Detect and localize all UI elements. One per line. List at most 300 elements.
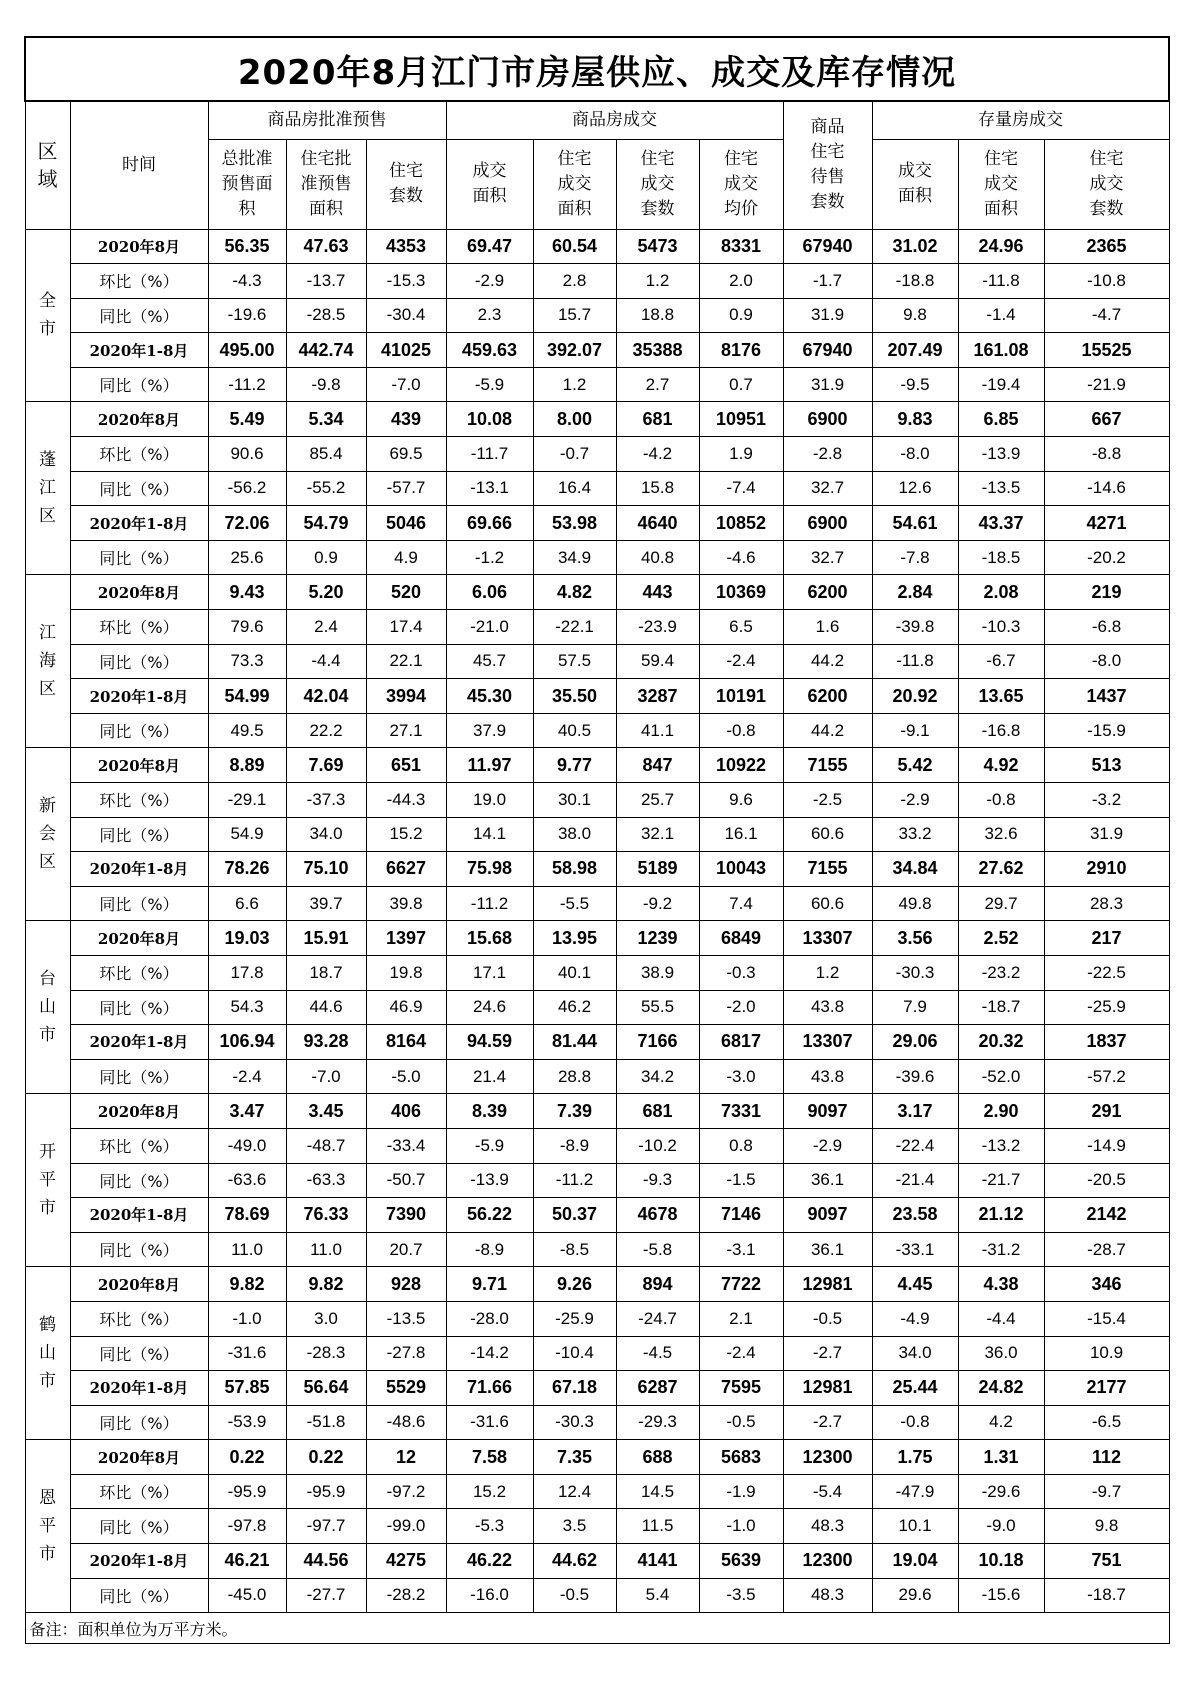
data-cell: 34.0: [286, 817, 366, 852]
data-cell: -1.9: [699, 1474, 783, 1509]
data-cell: 8.00: [533, 402, 616, 437]
data-cell: -11.8: [872, 644, 958, 679]
data-cell: 459.63: [446, 333, 533, 368]
header-sub-5: 住宅 成交 套数: [616, 139, 699, 229]
data-cell: 15.7: [533, 298, 616, 333]
data-cell: 46.21: [208, 1544, 286, 1579]
data-cell: -5.9: [446, 1128, 533, 1163]
row-label: 2020年8月: [70, 921, 208, 956]
data-cell: 12300: [783, 1544, 872, 1579]
data-cell: 35388: [616, 333, 699, 368]
data-cell: 25.44: [872, 1371, 958, 1406]
data-cell: -52.0: [958, 1059, 1044, 1094]
data-cell: -4.4: [286, 644, 366, 679]
housing-statistics-table: [24, 36, 1170, 1644]
data-cell: 31.9: [1044, 817, 1169, 852]
header-sub-3: 成交 面积: [446, 139, 533, 229]
data-cell: 1.75: [872, 1440, 958, 1475]
data-cell: 16.4: [533, 471, 616, 506]
data-cell: 76.33: [286, 1198, 366, 1233]
data-cell: -2.9: [446, 264, 533, 299]
data-cell: -97.2: [366, 1474, 446, 1509]
data-cell: 2177: [1044, 1371, 1169, 1406]
data-cell: 15.91: [286, 921, 366, 956]
table-row: [25, 575, 1169, 610]
table-row: [25, 1301, 1169, 1336]
data-cell: -7.0: [366, 367, 446, 402]
data-cell: 21.4: [446, 1059, 533, 1094]
table-row: [25, 1163, 1169, 1198]
data-cell: -31.2: [958, 1232, 1044, 1267]
data-cell: -3.5: [699, 1578, 783, 1613]
row-label: 环比（%）: [70, 1474, 208, 1509]
table-row: [25, 955, 1169, 990]
data-cell: 10.1: [872, 1509, 958, 1544]
data-cell: -21.7: [958, 1163, 1044, 1198]
data-cell: 0.7: [699, 367, 783, 402]
table-row: [25, 1059, 1169, 1094]
data-cell: 8164: [366, 1025, 446, 1060]
data-cell: -18.7: [958, 990, 1044, 1025]
data-cell: 112: [1044, 1440, 1169, 1475]
data-cell: 58.98: [533, 852, 616, 887]
data-cell: -8.9: [533, 1128, 616, 1163]
row-label: 同比（%）: [70, 367, 208, 402]
data-cell: 1397: [366, 921, 446, 956]
data-cell: -2.9: [783, 1128, 872, 1163]
table-row: [25, 886, 1169, 921]
data-cell: 4678: [616, 1198, 699, 1233]
data-cell: 5.42: [872, 748, 958, 783]
data-cell: 5046: [366, 506, 446, 541]
table-row: [25, 1232, 1169, 1267]
data-cell: 3.5: [533, 1509, 616, 1544]
data-cell: 59.4: [616, 644, 699, 679]
row-label: 2020年8月: [70, 748, 208, 783]
data-cell: -9.8: [286, 367, 366, 402]
data-cell: 6627: [366, 852, 446, 887]
row-label: 2020年1-8月: [70, 1544, 208, 1579]
data-cell: -24.7: [616, 1301, 699, 1336]
data-cell: -30.3: [533, 1405, 616, 1440]
data-cell: 4141: [616, 1544, 699, 1579]
data-cell: -0.5: [783, 1301, 872, 1336]
data-cell: -4.7: [1044, 298, 1169, 333]
data-cell: 36.0: [958, 1336, 1044, 1371]
data-cell: -28.5: [286, 298, 366, 333]
row-label: 2020年8月: [70, 229, 208, 264]
data-cell: -11.2: [446, 886, 533, 921]
data-cell: 93.28: [286, 1025, 366, 1060]
data-cell: 8176: [699, 333, 783, 368]
table-row: [25, 610, 1169, 645]
data-cell: 7595: [699, 1371, 783, 1406]
data-cell: 39.7: [286, 886, 366, 921]
data-cell: 2.52: [958, 921, 1044, 956]
data-cell: 5683: [699, 1440, 783, 1475]
table-row: [25, 506, 1169, 541]
table-row: [25, 1336, 1169, 1371]
data-cell: 4.92: [958, 748, 1044, 783]
data-cell: 53.98: [533, 506, 616, 541]
data-cell: 72.06: [208, 506, 286, 541]
data-cell: 7.9: [872, 990, 958, 1025]
data-cell: -95.9: [286, 1474, 366, 1509]
data-cell: 2.1: [699, 1301, 783, 1336]
data-cell: 4.45: [872, 1267, 958, 1302]
data-cell: 47.63: [286, 229, 366, 264]
data-cell: 392.07: [533, 333, 616, 368]
data-cell: 25.7: [616, 783, 699, 818]
data-cell: 16.1: [699, 817, 783, 852]
data-cell: 9.83: [872, 402, 958, 437]
data-cell: -4.5: [616, 1336, 699, 1371]
table-row: [25, 402, 1169, 437]
row-label: 2020年8月: [70, 575, 208, 610]
data-cell: 54.61: [872, 506, 958, 541]
data-cell: 9.26: [533, 1267, 616, 1302]
row-label: 同比（%）: [70, 886, 208, 921]
data-cell: 34.84: [872, 852, 958, 887]
data-cell: 36.1: [783, 1163, 872, 1198]
data-cell: 56.35: [208, 229, 286, 264]
row-label: 环比（%）: [70, 264, 208, 299]
table-row: [25, 1405, 1169, 1440]
table-row: [25, 229, 1169, 264]
data-cell: 894: [616, 1267, 699, 1302]
data-cell: 443: [616, 575, 699, 610]
data-cell: 6900: [783, 506, 872, 541]
row-label: 2020年8月: [70, 1267, 208, 1302]
data-cell: 69.47: [446, 229, 533, 264]
data-cell: -28.7: [1044, 1232, 1169, 1267]
data-cell: -15.6: [958, 1578, 1044, 1613]
data-cell: 5.49: [208, 402, 286, 437]
data-cell: -13.9: [446, 1163, 533, 1198]
data-cell: 0.8: [699, 1128, 783, 1163]
region-name: 蓬 江 区: [25, 402, 70, 575]
data-cell: 48.3: [783, 1509, 872, 1544]
row-label: 2020年1-8月: [70, 506, 208, 541]
data-cell: 10922: [699, 748, 783, 783]
data-cell: 106.94: [208, 1025, 286, 1060]
table-row: [25, 1094, 1169, 1129]
header-sub-1: 住宅批 准预售 面积: [286, 139, 366, 229]
data-cell: -1.2: [446, 540, 533, 575]
data-cell: 13.95: [533, 921, 616, 956]
data-cell: 495.00: [208, 333, 286, 368]
data-cell: -51.8: [286, 1405, 366, 1440]
data-cell: -10.2: [616, 1128, 699, 1163]
table-row: [25, 471, 1169, 506]
data-cell: 34.2: [616, 1059, 699, 1094]
data-cell: 43.8: [783, 1059, 872, 1094]
data-cell: -9.0: [958, 1509, 1044, 1544]
table-row: [25, 679, 1169, 714]
data-cell: 6200: [783, 575, 872, 610]
data-cell: 9097: [783, 1094, 872, 1129]
data-cell: 40.5: [533, 713, 616, 748]
data-cell: 7331: [699, 1094, 783, 1129]
data-cell: -97.8: [208, 1509, 286, 1544]
table-row: [25, 1371, 1169, 1406]
data-cell: 40.8: [616, 540, 699, 575]
data-cell: -8.9: [446, 1232, 533, 1267]
data-cell: 346: [1044, 1267, 1169, 1302]
header-sub-4: 住宅 成交 面积: [533, 139, 616, 229]
data-cell: 4.2: [958, 1405, 1044, 1440]
region-name: 台 山 市: [25, 921, 70, 1094]
data-cell: -33.4: [366, 1128, 446, 1163]
row-label: 环比（%）: [70, 1301, 208, 1336]
data-cell: 5.4: [616, 1578, 699, 1613]
table-row: [25, 748, 1169, 783]
data-cell: -23.9: [616, 610, 699, 645]
data-cell: 38.9: [616, 955, 699, 990]
data-cell: 6.06: [446, 575, 533, 610]
data-cell: 38.0: [533, 817, 616, 852]
data-cell: -55.2: [286, 471, 366, 506]
data-cell: 35.50: [533, 679, 616, 714]
data-cell: -20.5: [1044, 1163, 1169, 1198]
data-cell: 3.56: [872, 921, 958, 956]
data-cell: 43.37: [958, 506, 1044, 541]
data-cell: -4.4: [958, 1301, 1044, 1336]
table-row: [25, 1198, 1169, 1233]
data-cell: 73.3: [208, 644, 286, 679]
region-name: 全 市: [25, 229, 70, 402]
data-cell: -10.3: [958, 610, 1044, 645]
data-cell: 46.22: [446, 1544, 533, 1579]
data-cell: 7.4: [699, 886, 783, 921]
data-cell: 43.8: [783, 990, 872, 1025]
data-cell: 17.1: [446, 955, 533, 990]
data-cell: -5.5: [533, 886, 616, 921]
data-cell: -97.7: [286, 1509, 366, 1544]
data-cell: -28.0: [446, 1301, 533, 1336]
data-cell: -45.0: [208, 1578, 286, 1613]
row-label: 2020年1-8月: [70, 852, 208, 887]
data-cell: 5.34: [286, 402, 366, 437]
data-cell: -0.8: [958, 783, 1044, 818]
region-name: 鹤 山 市: [25, 1267, 70, 1440]
data-cell: -4.2: [616, 437, 699, 472]
data-cell: -2.4: [208, 1059, 286, 1094]
data-cell: 4640: [616, 506, 699, 541]
row-label: 同比（%）: [70, 1163, 208, 1198]
data-cell: -13.5: [958, 471, 1044, 506]
data-cell: -22.1: [533, 610, 616, 645]
table-row: [25, 644, 1169, 679]
header-group-stock: 存量房成交: [872, 101, 1169, 139]
region-name: 江 海 区: [25, 575, 70, 748]
data-cell: 4271: [1044, 506, 1169, 541]
data-cell: 7146: [699, 1198, 783, 1233]
data-cell: 4275: [366, 1544, 446, 1579]
data-cell: 46.2: [533, 990, 616, 1025]
data-cell: 19.0: [446, 783, 533, 818]
data-cell: 78.26: [208, 852, 286, 887]
data-cell: 667: [1044, 402, 1169, 437]
data-cell: -7.8: [872, 540, 958, 575]
row-label: 同比（%）: [70, 1336, 208, 1371]
data-cell: 11.0: [208, 1232, 286, 1267]
data-cell: 12981: [783, 1371, 872, 1406]
data-cell: -95.9: [208, 1474, 286, 1509]
data-cell: 847: [616, 748, 699, 783]
data-cell: -44.3: [366, 783, 446, 818]
data-cell: -16.8: [958, 713, 1044, 748]
data-cell: 44.6: [286, 990, 366, 1025]
data-cell: -8.0: [1044, 644, 1169, 679]
data-cell: -29.3: [616, 1405, 699, 1440]
data-cell: 2.7: [616, 367, 699, 402]
data-cell: 1.2: [533, 367, 616, 402]
data-cell: 27.62: [958, 852, 1044, 887]
data-cell: -25.9: [1044, 990, 1169, 1025]
data-cell: 2.4: [286, 610, 366, 645]
data-cell: 57.5: [533, 644, 616, 679]
data-cell: -9.1: [872, 713, 958, 748]
row-label: 2020年8月: [70, 1440, 208, 1475]
data-cell: -5.9: [446, 367, 533, 402]
data-cell: 7722: [699, 1267, 783, 1302]
data-cell: 10951: [699, 402, 783, 437]
data-cell: -11.2: [533, 1163, 616, 1198]
data-cell: 32.7: [783, 540, 872, 575]
data-cell: -8.5: [533, 1232, 616, 1267]
data-cell: -3.2: [1044, 783, 1169, 818]
data-cell: -11.8: [958, 264, 1044, 299]
data-cell: 0.22: [286, 1440, 366, 1475]
header-sub-2: 住宅 套数: [366, 139, 446, 229]
data-cell: 67940: [783, 229, 872, 264]
table-row: [25, 1025, 1169, 1060]
data-cell: -48.6: [366, 1405, 446, 1440]
data-cell: 442.74: [286, 333, 366, 368]
data-cell: -29.1: [208, 783, 286, 818]
data-cell: 1.9: [699, 437, 783, 472]
data-cell: 49.5: [208, 713, 286, 748]
data-cell: -53.9: [208, 1405, 286, 1440]
data-cell: -30.3: [872, 955, 958, 990]
table-row: [25, 1267, 1169, 1302]
data-cell: 44.2: [783, 713, 872, 748]
row-label: 同比（%）: [70, 471, 208, 506]
data-cell: 20.7: [366, 1232, 446, 1267]
data-cell: 29.7: [958, 886, 1044, 921]
data-cell: -14.6: [1044, 471, 1169, 506]
data-cell: 2.8: [533, 264, 616, 299]
data-cell: -18.5: [958, 540, 1044, 575]
data-cell: 10.9: [1044, 1336, 1169, 1371]
data-cell: -50.7: [366, 1163, 446, 1198]
data-cell: 41.1: [616, 713, 699, 748]
data-cell: 7.58: [446, 1440, 533, 1475]
data-cell: -2.7: [783, 1336, 872, 1371]
page-title: 2020年8月江门市房屋供应、成交及库存情况: [25, 37, 1169, 101]
data-cell: 34.9: [533, 540, 616, 575]
data-cell: 12: [366, 1440, 446, 1475]
data-cell: 513: [1044, 748, 1169, 783]
data-cell: 69.66: [446, 506, 533, 541]
data-cell: 19.03: [208, 921, 286, 956]
header-region: 区 域: [25, 101, 70, 229]
header-inventory: 商品 住宅 待售 套数: [783, 101, 872, 229]
data-cell: 45.30: [446, 679, 533, 714]
data-cell: -4.3: [208, 264, 286, 299]
data-cell: 60.6: [783, 817, 872, 852]
data-cell: 406: [366, 1094, 446, 1129]
table-row: [25, 852, 1169, 887]
data-cell: 688: [616, 1440, 699, 1475]
data-cell: 90.6: [208, 437, 286, 472]
data-cell: -5.0: [366, 1059, 446, 1094]
data-cell: -30.4: [366, 298, 446, 333]
row-label: 同比（%）: [70, 1232, 208, 1267]
data-cell: 49.8: [872, 886, 958, 921]
data-cell: 219: [1044, 575, 1169, 610]
data-cell: 9.43: [208, 575, 286, 610]
data-cell: -23.2: [958, 955, 1044, 990]
data-cell: 3.47: [208, 1094, 286, 1129]
header-time: 时间: [70, 101, 208, 229]
data-cell: -39.6: [872, 1059, 958, 1094]
data-cell: -14.9: [1044, 1128, 1169, 1163]
data-cell: -10.8: [1044, 264, 1169, 299]
data-cell: 20.92: [872, 679, 958, 714]
data-cell: 7155: [783, 748, 872, 783]
data-cell: 32.6: [958, 817, 1044, 852]
data-cell: 13307: [783, 1025, 872, 1060]
data-cell: 44.2: [783, 644, 872, 679]
data-cell: -37.3: [286, 783, 366, 818]
data-cell: 2.08: [958, 575, 1044, 610]
data-cell: -56.2: [208, 471, 286, 506]
data-cell: 2142: [1044, 1198, 1169, 1233]
table-row: [25, 540, 1169, 575]
data-cell: 439: [366, 402, 446, 437]
data-cell: 94.59: [446, 1025, 533, 1060]
data-cell: -1.7: [783, 264, 872, 299]
data-cell: 207.49: [872, 333, 958, 368]
data-cell: -8.8: [1044, 437, 1169, 472]
data-cell: -2.5: [783, 783, 872, 818]
data-cell: -29.6: [958, 1474, 1044, 1509]
data-cell: -11.7: [446, 437, 533, 472]
data-cell: 8.89: [208, 748, 286, 783]
data-cell: 2.0: [699, 264, 783, 299]
data-cell: 3994: [366, 679, 446, 714]
data-cell: -28.2: [366, 1578, 446, 1613]
data-cell: 19.8: [366, 955, 446, 990]
header-sub-6: 住宅 成交 均价: [699, 139, 783, 229]
data-cell: 54.9: [208, 817, 286, 852]
table-row: [25, 990, 1169, 1025]
table-row: [25, 817, 1169, 852]
table-row: [25, 298, 1169, 333]
data-cell: 161.08: [958, 333, 1044, 368]
data-cell: 2.90: [958, 1094, 1044, 1129]
data-cell: 1239: [616, 921, 699, 956]
row-label: 同比（%）: [70, 1509, 208, 1544]
data-cell: -21.4: [872, 1163, 958, 1198]
data-cell: 291: [1044, 1094, 1169, 1129]
row-label: 同比（%）: [70, 1578, 208, 1613]
data-cell: 50.37: [533, 1198, 616, 1233]
data-cell: 69.5: [366, 437, 446, 472]
data-cell: 15.68: [446, 921, 533, 956]
